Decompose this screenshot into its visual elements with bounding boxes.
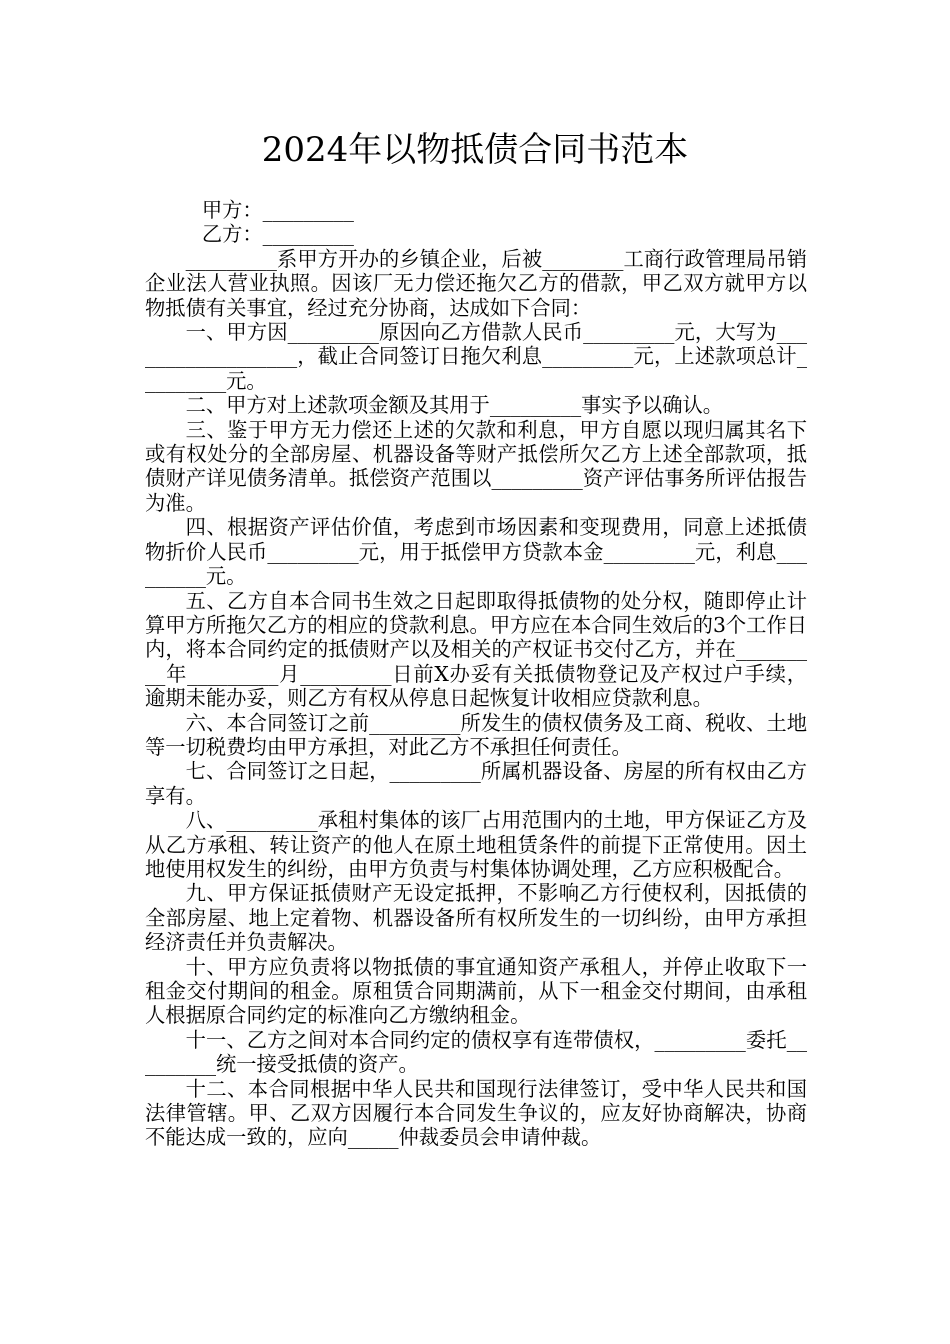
clause-6: 六、本合同签订之前_________所发生的债权债务及工商、税收、土地等一切税费均由甲方承担，对此乙方不承担任何责任。 [145, 710, 807, 759]
clause-4: 四、根据资产评估价值，考虑到市场因素和变现费用，同意上述抵债物折价人民币_________元，用于抵偿甲方贷款本金_________元，利息_________元。 [145, 515, 807, 589]
document-body [145, 198, 807, 1150]
clause-9: 九、甲方保证抵债财产无设定抵押，不影响乙方行使权利，因抵债的全部房屋、地上定着物、机器设备所有权所发生的一切纠纷，由甲方承担经济责任并负责解决。 [145, 881, 807, 955]
party-b-line: 乙方：_________ [201, 222, 354, 247]
clause-2: 二、甲方对上述款项金额及其用于_________事实予以确认。 [185, 393, 724, 418]
clause-5: 五、乙方自本合同书生效之日起即取得抵债物的处分权，随即停止计算甲方所拖欠乙方的相应的贷款利息。甲方应在本合同生效后的3个工作日内，将本合同约定的抵债财产以及相关的产权证书交付乙方，并在_________年_________月_________日前X办妥有关抵债物登记及产权过户手续，逾期未能办妥，则乙方有权从停息日起恢复计收相应贷款利息。 [145, 588, 807, 711]
party-a-line: 甲方：_________ [201, 198, 354, 222]
preamble-paragraph: _________系甲方开办的乡镇企业，后被________工商行政管理局吊销企业法人营业执照。因该厂无力偿还拖欠乙方的借款，甲乙双方就甲方以物抵债有关事宜，经过充分协商，达成如下合同： [145, 246, 807, 320]
clause-7: 七、合同签订之日起，_________所属机器设备、房屋的所有权由乙方享有。 [145, 759, 807, 808]
clause-8: 八、_________承租村集体的该厂占用范围内的土地，甲方保证乙方及从乙方承租、转让资产的他人在原土地租赁条件的前提下正常使用。因土地使用权发生的纠纷，由甲方负责与村集体协调处理，乙方应积极配合。 [145, 808, 807, 881]
clause-12: 十二、本合同根据中华人民共和国现行法律签订，受中华人民共和国法律管辖。甲、乙双方因履行本合同发生争议的，应友好协商解决，协商不能达成一致的，应向_____仲裁委员会申请仲裁。 [145, 1076, 807, 1150]
document-title: 2024年以物抵债合同书范本 [261, 130, 689, 170]
clause-1: 一、甲方因_________原因向乙方借款人民币_________元，大写为__________________，截止合同签订日拖欠利息_________元，上述款项总计_________元。 [145, 320, 807, 393]
clause-10: 十、甲方应负责将以物抵债的事宜通知资产承租人，并停止收取下一租金交付期间的租金。原租赁合同期满前，从下一租金交付期间，由承租人根据原合同约定的标准向乙方缴纳租金。 [145, 954, 807, 1028]
clause-3: 三、鉴于甲方无力偿还上述的欠款和利息，甲方自愿以现归属其名下或有权处分的全部房屋、机器设备等财产抵偿所欠乙方上述全部款项，抵债财产详见债务清单。抵偿资产范围以_________资产评估事务所评估报告为准。 [145, 417, 807, 515]
clause-11: 十一、乙方之间对本合同约定的债权享有连带债权，_________委托_________统一接受抵债的资产。 [145, 1027, 807, 1077]
